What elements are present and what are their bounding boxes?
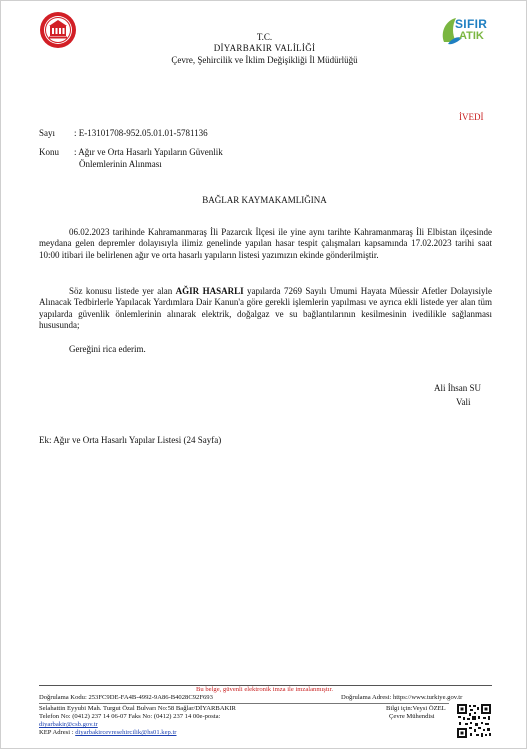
logo-text-line1: SIFIR <box>455 17 488 31</box>
signature-name: Ali İhsan SU <box>434 383 481 393</box>
p2-before: Söz konusu listede yer alan <box>69 286 176 296</box>
attachment-line: Ek: Ağır ve Orta Hasarlı Yapılar Listesi (24 Sayfa) <box>39 435 222 445</box>
footer-kep <box>39 729 177 737</box>
body-paragraph-1: 06.02.2023 tarihinde Kahramanmaraş İli Pazarcık İlçesi ile yine aynı tarihte Kahramanmaraş İli Elbistan ilçesinde meydana gelen depremler dolayısıyla ilimiz genelinde yapılan hasar tespit çalışmaları kapsamında 17.02.2023 tarihi saat 10:00 itibari ile belirlenen ağır ve orta hasarlı yapıların listesi yazımızın ekinde gönderilmiştir. <box>39 227 492 260</box>
footer-esign-notice: Bu belge, güvenli elektronik imza ile imzalanmıştır. <box>196 686 333 693</box>
sayi-label: Sayı <box>39 128 56 138</box>
footer-verify-code: Doğrulama Kodu: 253FC9DE-FA4B-4992-9A86-B4028C92F693 <box>39 694 213 701</box>
body-paragraph-3: Gereğini rica ederim. <box>69 344 146 354</box>
header-governorship: DİYARBAKIR VALİLİĞİ <box>213 43 316 53</box>
logo-text-line2: ATIK <box>459 30 484 42</box>
kep-address-link[interactable]: diyarbakircevresehircilik@hs01.kep.tr <box>75 729 177 736</box>
header-tc: T.C. <box>256 32 273 42</box>
kep-label: KEP Adresi : <box>39 729 76 736</box>
footer-address: Selahattin Eyyubi Mah. Turgut Özal Bulvarı No:58 Bağlar/DİYARBAKIR <box>39 705 236 712</box>
addressee: BAĞLAR KAYMAKAMLIĞINA <box>202 195 327 205</box>
footer-email-link[interactable]: diyarbakir@csb.gov.tr <box>39 721 98 728</box>
qr-code-icon <box>456 703 492 739</box>
signature-title: Vali <box>456 397 471 407</box>
urgency-label: İVEDİ <box>459 112 484 122</box>
footer-verify-address: Doğrulama Adresi: https://www.turkiye.gov.tr <box>341 694 463 701</box>
footer-role: Çevre Mühendisi <box>389 713 435 720</box>
body-paragraph-2 <box>39 286 492 331</box>
footer-info: Bilgi için:Veysi ÖZEL <box>386 705 446 712</box>
konu-line1: : Ağır ve Orta Hasarlı Yapıların Güvenlik <box>74 147 223 157</box>
konu-label: Konu <box>39 147 59 157</box>
sayi-value: : E-13101708-952.05.01.01-5781136 <box>74 128 208 138</box>
p2-bold: AĞIR HASARLI <box>175 286 244 296</box>
footer-phone: Telefon No: (0412) 237 14 06-07 Faks No: (0412) 237 14 00e-posta: <box>39 713 221 720</box>
konu-line2: Önlemlerinin Alınması <box>79 159 162 169</box>
footer-divider <box>39 703 449 704</box>
p2-after: yapılarda 7269 Sayılı Umumi Hayata Müessir Afetler Dolayısiyle Alınacak Tedbirlerle Yapılacak Yardımlara Dair Kanun'a göre gerekli işlemlerin yapılması ve ayrıca ekli listede yer alan tüm yapılarda güvenlik önlemlerinin alınarak elektrik, doğalgaz ve su bağlantılarının kesilmesinin ivedilikle sağlanması hususunda; <box>39 286 492 330</box>
header-directorate: Çevre, Şehircilik ve İklim Değişikliği İl Müdürlüğü <box>171 55 358 65</box>
